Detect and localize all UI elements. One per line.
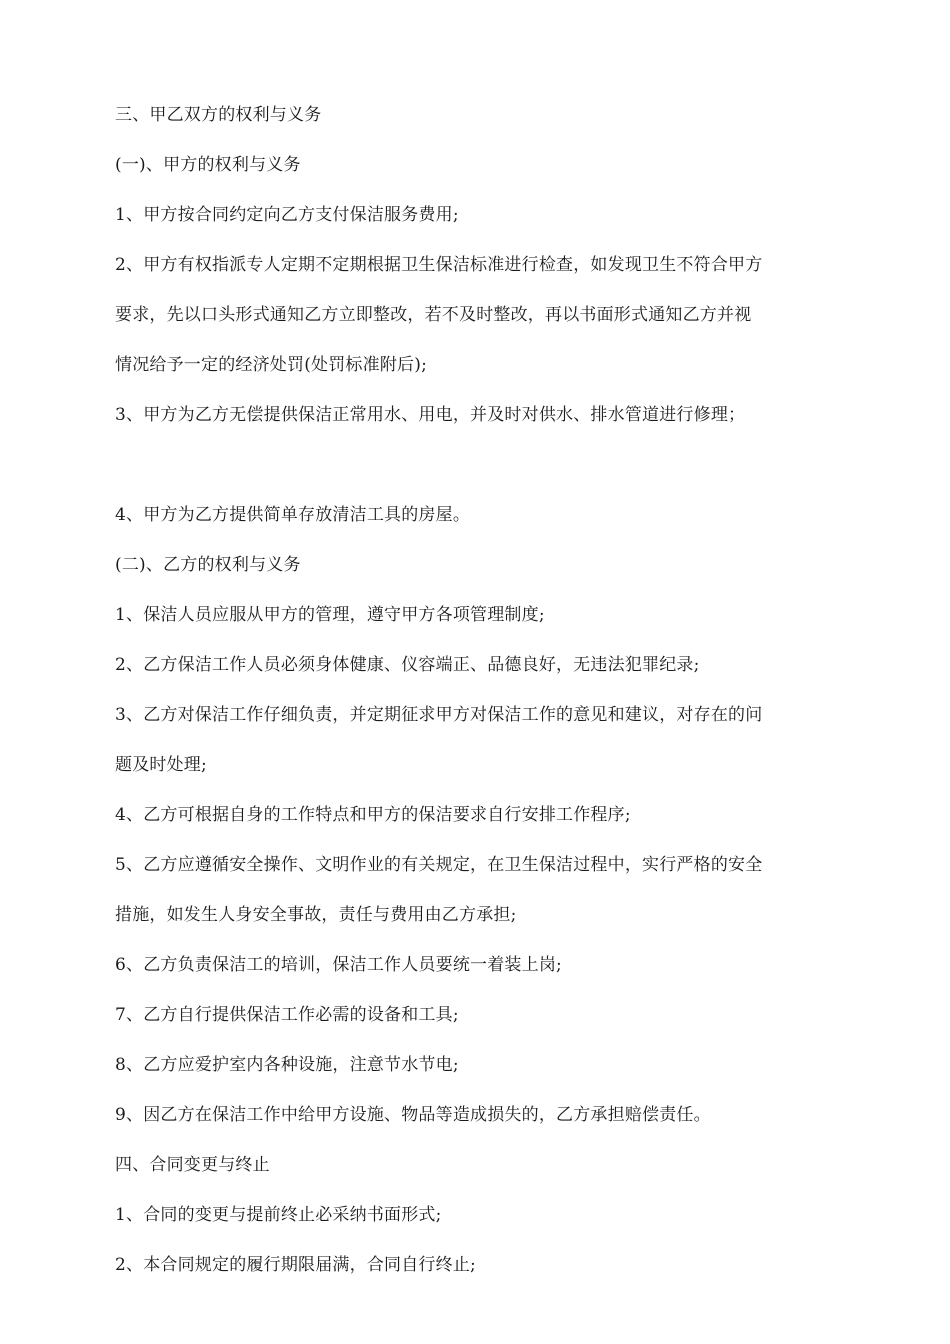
section-heading-rights-obligations: 三、甲乙双方的权利与义务	[115, 105, 322, 125]
paragraph-line: 2、甲方有权指派专人定期不定期根据卫生保洁标准进行检查，如发现卫生不符合甲方	[115, 255, 763, 275]
paragraph-line: 2、本合同规定的履行期限届满，合同自行终止;	[115, 1255, 476, 1275]
paragraph-line: 4、乙方可根据自身的工作特点和甲方的保洁要求自行安排工作程序;	[115, 805, 631, 825]
paragraph-line: 1、合同的变更与提前终止必采纳书面形式;	[115, 1205, 442, 1225]
paragraph-line: 5、乙方应遵循安全操作、文明作业的有关规定，在卫生保洁过程中，实行严格的安全	[115, 855, 763, 875]
paragraph-line: 1、甲方按合同约定向乙方支付保洁服务费用;	[115, 205, 459, 225]
subsection-heading-party-b: (二)、乙方的权利与义务	[115, 555, 301, 575]
paragraph-line: 题及时处理;	[115, 755, 207, 775]
paragraph-line: 情况给予一定的经济处罚(处罚标准附后);	[115, 355, 427, 375]
section-heading-contract-change: 四、合同变更与终止	[115, 1155, 270, 1175]
subsection-heading-party-a: (一)、甲方的权利与义务	[115, 155, 301, 175]
paragraph-line: 6、乙方负责保洁工的培训，保洁工作人员要统一着装上岗;	[115, 955, 562, 975]
paragraph-line: 1、保洁人员应服从甲方的管理，遵守甲方各项管理制度;	[115, 605, 545, 625]
paragraph-line: 3、甲方为乙方无偿提供保洁正常用水、用电，并及时对供水、排水管道进行修理；	[115, 405, 746, 425]
paragraph-line: 要求，先以口头形式通知乙方立即整改，若不及时整改，再以书面形式通知乙方并视	[115, 305, 752, 325]
paragraph-line: 3、乙方对保洁工作仔细负责，并定期征求甲方对保洁工作的意见和建议，对存在的问	[115, 705, 763, 725]
paragraph-line: 9、因乙方在保洁工作中给甲方设施、物品等造成损失的，乙方承担赔偿责任。	[115, 1105, 711, 1125]
paragraph-line: 2、乙方保洁工作人员必须身体健康、仪容端正、品德良好，无违法犯罪纪录;	[115, 655, 700, 675]
paragraph-line: 措施，如发生人身安全事故，责任与费用由乙方承担;	[115, 905, 517, 925]
paragraph-line: 8、乙方应爱护室内各种设施，注意节水节电;	[115, 1055, 459, 1075]
paragraph-line: 7、乙方自行提供保洁工作必需的设备和工具;	[115, 1005, 459, 1025]
paragraph-line: 4、甲方为乙方提供简单存放清洁工具的房屋。	[115, 505, 471, 525]
